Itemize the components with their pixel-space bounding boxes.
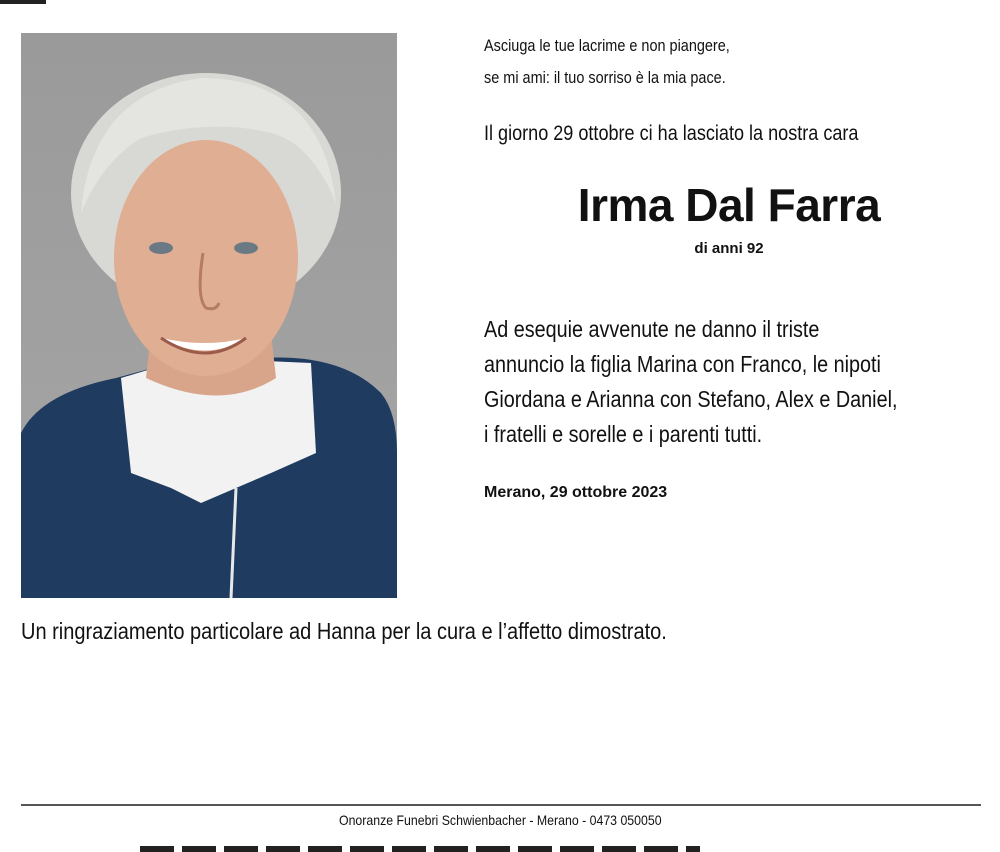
poem-line-1: Asciuga le tue lacrime e non piangere, bbox=[484, 36, 730, 55]
footer-divider bbox=[21, 804, 981, 806]
portrait-photo bbox=[21, 33, 397, 598]
announcement-line: Ad esequie avvenute ne danno il triste bbox=[484, 316, 820, 342]
intro-text: Il giorno 29 ottobre ci ha lasciato la nostra cara bbox=[484, 122, 859, 145]
thanks-text: Un ringraziamento particolare ad Hanna per la cura e l’affetto dimostrato. bbox=[21, 618, 667, 644]
place-date: Merano, 29 ottobre 2023 bbox=[484, 484, 668, 501]
footer bbox=[0, 812, 1000, 828]
poem bbox=[484, 30, 909, 94]
announcement bbox=[484, 312, 966, 452]
right-column bbox=[484, 30, 984, 501]
announcement-line: Giordana e Arianna con Stefano, Alex e Daniel, bbox=[484, 386, 898, 412]
deceased-age: di anni 92 bbox=[694, 240, 764, 257]
poem-line-2: se mi ami: il tuo sorriso è la mia pace. bbox=[484, 68, 726, 87]
footer-text: Onoranze Funebri Schwienbacher - Merano - 0473 050050 bbox=[338, 812, 662, 828]
announcement-line: annuncio la figlia Marina con Franco, le nipoti bbox=[484, 351, 881, 377]
bottom-strip bbox=[140, 846, 700, 852]
deceased-name: Irma Dal Farra bbox=[577, 179, 881, 231]
corner-mark bbox=[0, 0, 46, 4]
announcement-line: i fratelli e sorelle e i parenti tutti. bbox=[484, 421, 763, 447]
